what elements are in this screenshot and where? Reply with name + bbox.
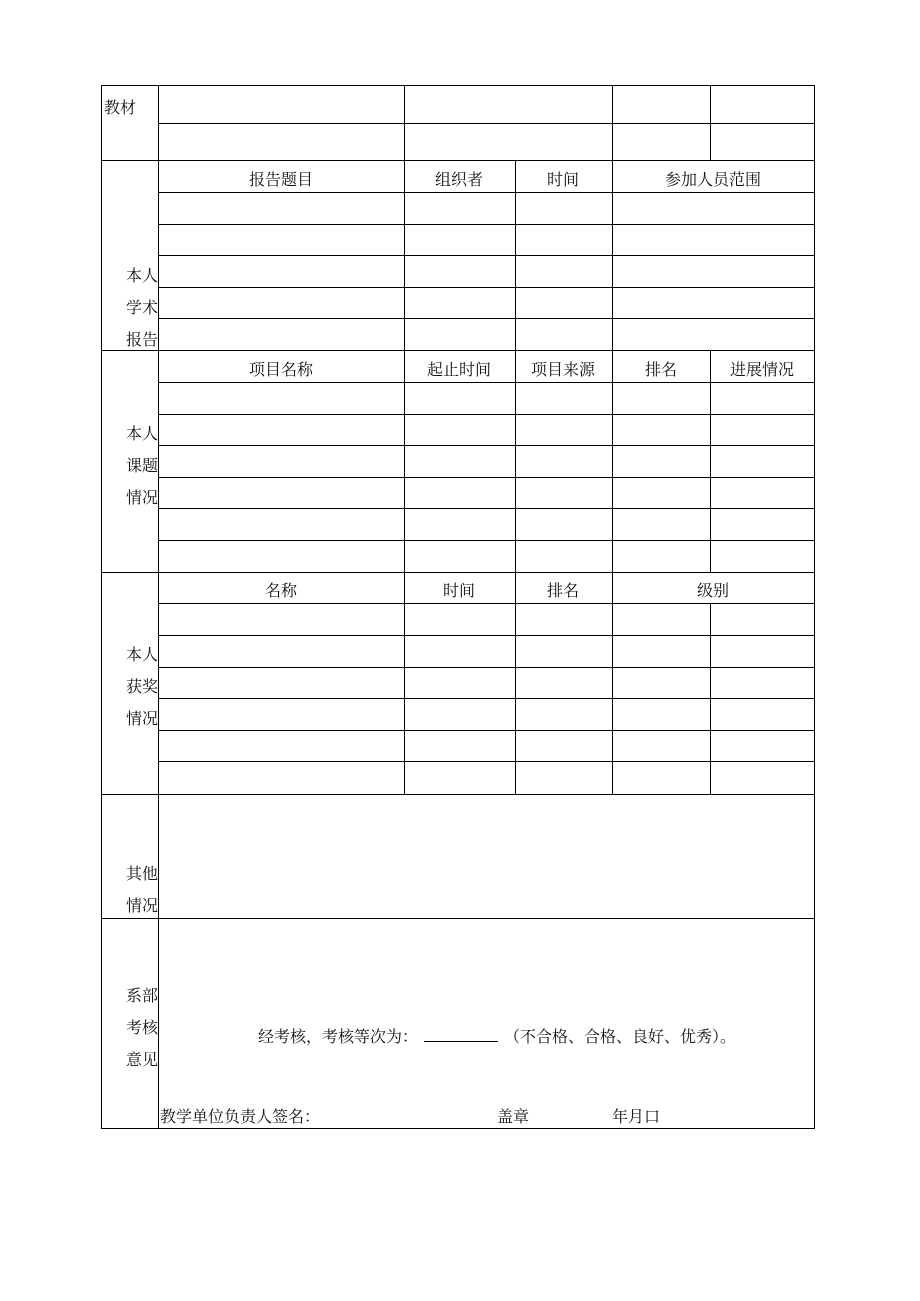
col-line	[515, 572, 516, 794]
assessment-grade-blank[interactable]	[424, 1027, 498, 1042]
section-divider	[102, 160, 814, 161]
label-column-divider	[158, 86, 159, 1128]
project-header-name: 项目名称	[248, 360, 314, 379]
col-line	[404, 160, 405, 350]
row-line	[158, 635, 814, 636]
section-divider	[102, 572, 814, 573]
row-line	[158, 540, 814, 541]
section-divider	[102, 918, 814, 919]
col-line	[710, 350, 711, 572]
project-header-progress: 进展情况	[729, 360, 795, 379]
award-header-level: 级别	[696, 581, 730, 600]
row-line	[158, 508, 814, 509]
award-header-rank: 排名	[546, 581, 580, 600]
textbook-label: 教材	[104, 98, 137, 117]
col-line	[710, 603, 711, 794]
assessment-prefix: 经考核，考核等次为：	[258, 1027, 419, 1046]
report-header-title: 报告题目	[248, 170, 314, 189]
project-header-period: 起止时间	[426, 360, 492, 379]
row-line	[158, 192, 814, 193]
col-line	[612, 572, 613, 794]
seal-label: 盖章	[497, 1107, 530, 1126]
report-header-organizer: 组织者	[434, 170, 484, 189]
report-header-participants: 参加人员范围	[664, 170, 762, 189]
col-line	[515, 350, 516, 572]
project-section-label: 本人 课题 情况	[125, 424, 158, 507]
section-divider	[102, 350, 814, 351]
date-label: 年月口	[612, 1107, 661, 1126]
row-line	[158, 287, 814, 288]
row-line	[158, 414, 814, 415]
row-line	[158, 382, 814, 383]
signature-label: 教学单位负责人签名：	[160, 1107, 321, 1126]
evaluation-form-table	[101, 85, 815, 1129]
report-header-time: 时间	[546, 170, 580, 189]
col-line	[515, 160, 516, 350]
col-line	[404, 86, 405, 160]
col-line	[710, 86, 711, 160]
row-line	[158, 255, 814, 256]
row-line	[158, 603, 814, 604]
row-line	[158, 123, 814, 124]
row-line	[158, 667, 814, 668]
other-section-label: 其他 情况	[125, 864, 158, 915]
col-line	[612, 350, 613, 572]
row-line	[158, 477, 814, 478]
award-header-name: 名称	[264, 581, 298, 600]
report-section-label: 本人 学术 报告	[125, 266, 158, 349]
row-line	[158, 698, 814, 699]
row-line	[158, 224, 814, 225]
col-line	[612, 86, 613, 160]
col-line	[404, 350, 405, 572]
assessment-line	[258, 1027, 736, 1047]
assessment-options: （不合格、合格、良好、优秀）。	[504, 1027, 737, 1046]
project-header-source: 项目来源	[530, 360, 596, 379]
row-line	[158, 445, 814, 446]
award-header-time: 时间	[442, 581, 476, 600]
row-line	[158, 761, 814, 762]
award-section-label: 本人 获奖 情况	[125, 645, 158, 728]
col-line	[404, 572, 405, 794]
col-line	[612, 160, 613, 350]
project-header-rank: 排名	[644, 360, 678, 379]
row-line	[158, 318, 814, 319]
section-divider	[102, 794, 814, 795]
row-line	[158, 730, 814, 731]
dept-section-label: 系部 考核 意见	[125, 986, 158, 1069]
